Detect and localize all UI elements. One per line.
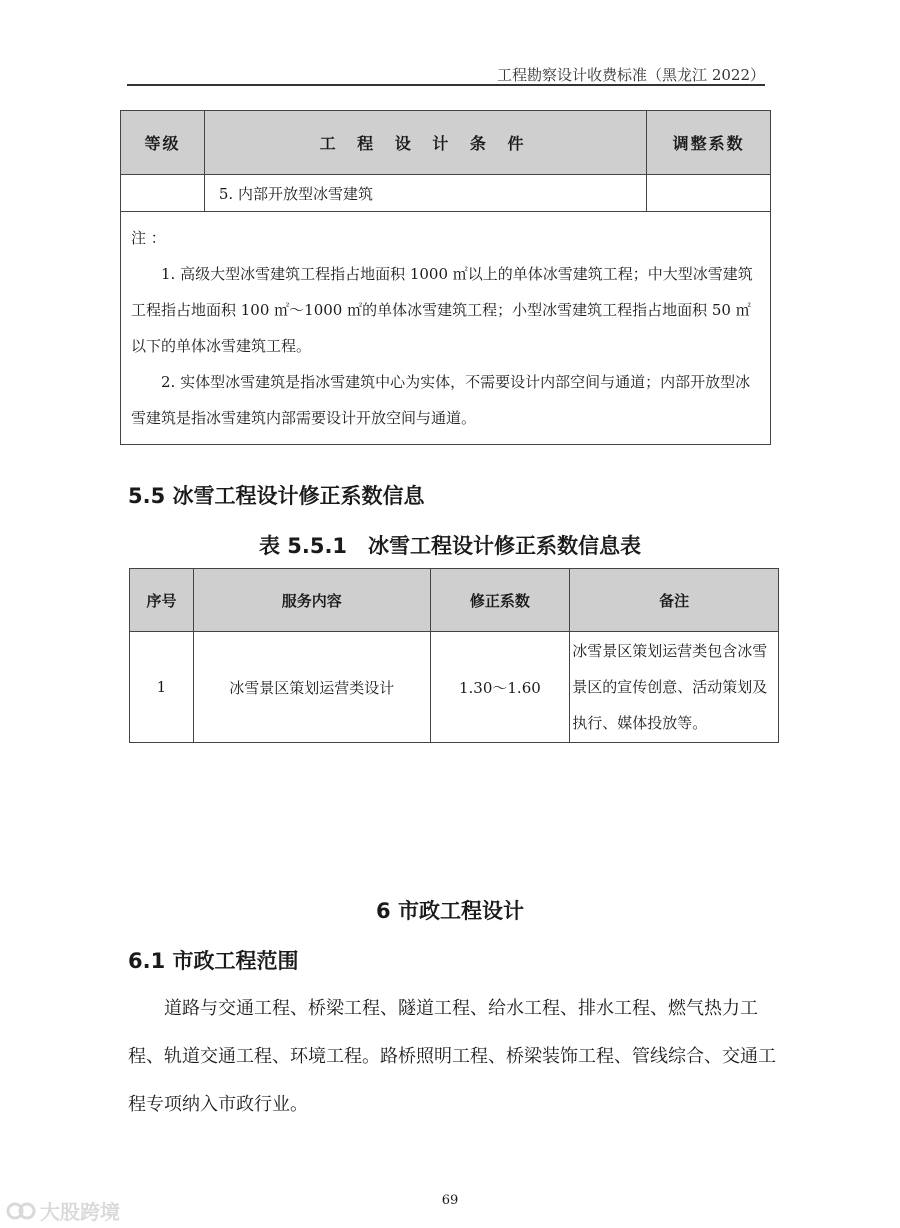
table-header-row: [130, 569, 779, 632]
section-heading-5-5: 5.5 冰雪工程设计修正系数信息: [128, 484, 425, 508]
header-remark: 备注: [570, 569, 779, 632]
table-caption: 表 5.5.1 冰雪工程设计修正系数信息表: [258, 534, 642, 558]
table-row: [121, 175, 771, 212]
notes-label: 注 ：: [131, 229, 166, 247]
grade-condition-table: [120, 110, 771, 445]
service-content-cell: 冰雪景区策划运营类设计: [193, 632, 430, 743]
watermark-logo-icon: [6, 1200, 36, 1222]
table-header-row: [121, 111, 771, 175]
header-grade: 等级: [121, 111, 205, 175]
watermark: [6, 1196, 120, 1225]
header-condition: 工 程 设 计 条 件: [204, 111, 646, 175]
header-correction-coefficient: 修正系数: [430, 569, 570, 632]
header-rule: [127, 84, 765, 86]
body-paragraph: 道路与交通工程、桥梁工程、隧道工程、给水工程、排水工程、燃气热力工程、轨道交通工程、环境工程。路桥照明工程、桥梁装饰工程、管线综合、交通工程专项纳入市政行业。: [128, 998, 776, 1115]
remark-cell: 冰雪景区策划运营类包含冰雪景区的宣传创意、活动策划及执行、媒体投放等。: [570, 632, 779, 743]
chapter-title: 6 市政工程设计: [376, 899, 524, 923]
condition-cell: 5. 内部开放型冰雪建筑: [204, 175, 646, 212]
running-header: 工程勘察设计收费标准（黑龙江 2022）: [497, 66, 765, 84]
grade-cell: [121, 175, 205, 212]
watermark-text: 大股跨境: [40, 1200, 120, 1224]
header-no: 序号: [130, 569, 194, 632]
note-item: 1. 高级大型冰雪建筑工程指占地面积 1000 ㎡以上的单体冰雪建筑工程；中大型冰雪建筑工程指占地面积 100 ㎡～1000 ㎡的单体冰雪建筑工程；小型冰雪建筑工程指占地面积 50 ㎡以下的单体冰雪建筑工程。: [131, 265, 753, 355]
notes-row: [121, 212, 771, 445]
correction-coefficient-cell: 1.30～1.60: [430, 632, 570, 743]
no-cell: 1: [130, 632, 194, 743]
notes-cell: [121, 212, 771, 445]
header-service-content: 服务内容: [193, 569, 430, 632]
section-heading-6-1: 6.1 市政工程范围: [128, 949, 299, 973]
note-item: 2. 实体型冰雪建筑是指冰雪建筑中心为实体，不需要设计内部空间与通道；内部开放型冰雪建筑是指冰雪建筑内部需要设计开放空间与通道。: [131, 373, 751, 427]
header-coefficient: 调整系数: [647, 111, 771, 175]
coefficient-cell: [647, 175, 771, 212]
correction-coefficient-table: [129, 568, 779, 743]
table-row: [130, 632, 779, 743]
page-number: 69: [441, 1193, 459, 1208]
